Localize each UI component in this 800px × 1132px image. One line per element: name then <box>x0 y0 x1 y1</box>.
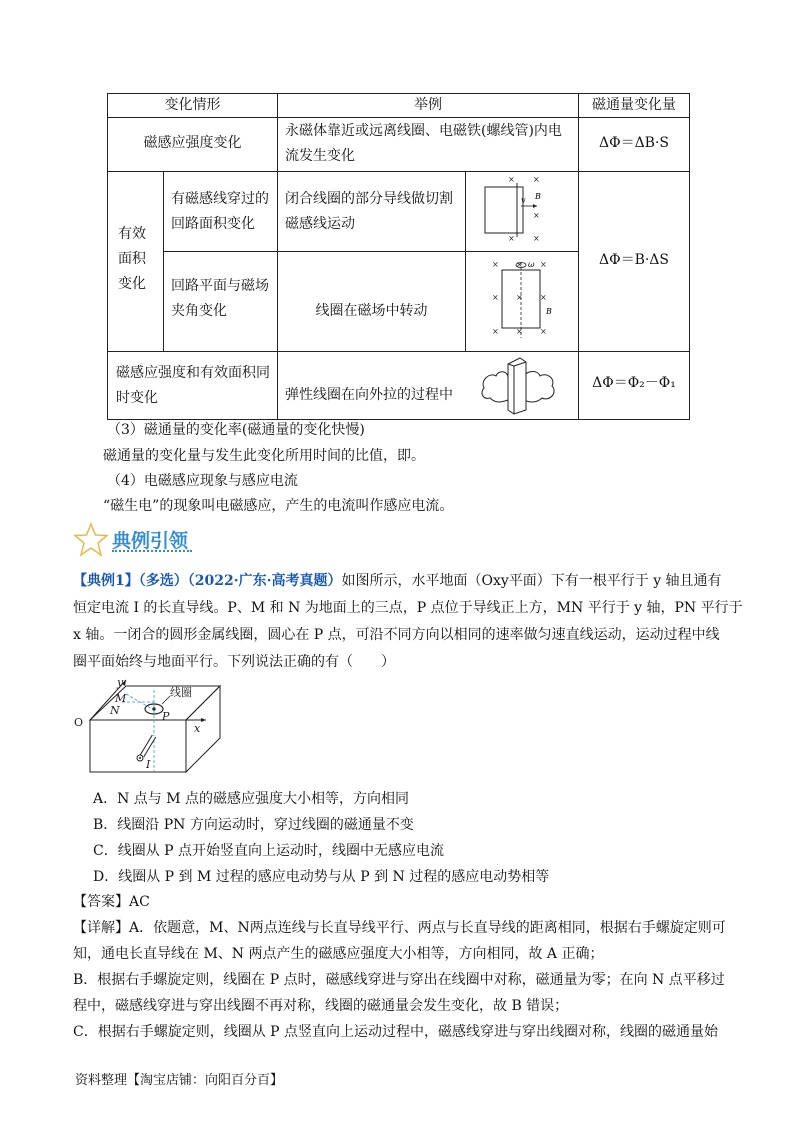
svg-text:线圈: 线圈 <box>170 686 192 699</box>
svg-text:×: × <box>540 260 547 269</box>
svg-text:×: × <box>533 211 540 220</box>
svg-text:×: × <box>533 234 540 243</box>
row3-delta: ΔΦ＝Φ₂－Φ₁ <box>592 375 676 391</box>
row2-sub2-case: 回路平面与磁场夹角变化 <box>171 278 269 319</box>
detail-line-2: 知，通电长直导线在 M、N 两点产生的磁感应强度大小相等，方向相同，故 A 正确； <box>73 946 604 962</box>
svg-text:×: × <box>508 175 515 184</box>
row1-case: 磁感应强度变化 <box>143 135 242 151</box>
svg-text:y: y <box>117 676 124 689</box>
row2-group: 有效面积变化 <box>118 226 146 292</box>
option-a: A．N 点与 M 点的磁感应强度大小相等，方向相同 <box>93 791 410 807</box>
svg-text:×: × <box>540 293 547 302</box>
svg-text:×: × <box>516 260 523 269</box>
section-title-underline <box>112 550 192 552</box>
row3-example: 弹性线圈在向外拉的过程中 <box>285 387 453 403</box>
svg-text:I: I <box>146 758 151 771</box>
row1-example: 永磁体靠近或远离线圈、电磁铁(螺线管)内电流发生变化 <box>285 123 562 164</box>
note-4-body: “磁生电”的现象叫电磁感应，产生的电流叫作感应电流。 <box>103 498 454 514</box>
note-3: （3）磁通量的变化率(磁通量的变化快慢) <box>107 422 365 438</box>
elastic-coil-figure <box>478 354 568 416</box>
example-multi: （多选） <box>138 573 188 589</box>
row2-delta: ΔΦ＝B·ΔS <box>598 252 670 268</box>
row1-delta: ΔΦ＝ΔB·S <box>598 135 670 151</box>
svg-text:×: × <box>492 260 499 269</box>
header-flux-change: 磁通量变化量 <box>592 97 676 113</box>
svg-text:B: B <box>546 307 552 316</box>
option-d: D．线圈从 P 到 M 过程的感应电动势与从 P 到 N 过程的感应电动势相等 <box>93 869 550 885</box>
detail-line-3: B．根据右手螺旋定则，线圈在 P 点时，磁感线穿进与穿出在线圈中对称，磁通量为零；在向 N 点平移过 <box>73 972 725 988</box>
detail-line-4: 程中，磁感线穿进与穿出线圈不再对称，线圈的磁通量会发生变化，故 B 错误； <box>73 998 569 1014</box>
example-tag: 【典例1】 <box>73 573 139 589</box>
svg-text:×: × <box>516 327 523 336</box>
svg-text:v: v <box>521 196 526 205</box>
detail-line-1: 【详解】A．依题意，M、N两点连线与长直导线平行、两点与长直导线的距离相同，根据右手螺旋定则可 <box>73 920 726 936</box>
svg-text:O: O <box>74 716 84 729</box>
example-line-1 <box>73 568 733 595</box>
svg-text:×: × <box>492 327 499 336</box>
row2-sub1-case: 有磁感线穿过的回路面积变化 <box>171 191 269 232</box>
wire-ground-figure <box>70 676 240 780</box>
header-example: 举例 <box>414 97 442 113</box>
row2-sub1-example: 闭合线圈的部分导线做切割磁感线运动 <box>285 191 453 232</box>
svg-text:M: M <box>115 692 127 705</box>
example-source: （2022·广东·高考真题） <box>187 573 342 589</box>
example-stem-2: 恒定电流 I 的长直导线。P、M 和 N 为地面上的三点，P 点位于导线正上方，MN 平行于 y 轴，PN 平行于 <box>73 600 743 616</box>
star-icon <box>73 522 109 558</box>
rotating-coil-figure <box>480 254 570 348</box>
row3-case: 磁感应强度和有效面积同时变化 <box>116 365 270 406</box>
svg-text:×: × <box>533 175 540 184</box>
example-stem-4: 圈平面始终与地面平行。下列说法正确的有（ ） <box>73 654 395 670</box>
option-b: B．线圈沿 PN 方向运动时，穿过线圈的磁通量不变 <box>93 817 414 833</box>
note-4: （4）电磁感应现象与感应电流 <box>107 473 298 489</box>
svg-text:×: × <box>516 293 523 302</box>
svg-text:ω: ω <box>528 260 535 269</box>
footer: 资料整理【淘宝店铺：向阳百分百】 <box>75 1073 284 1088</box>
svg-text:×: × <box>508 234 515 243</box>
example-stem-3: x 轴。一闭合的圆形金属线圈，圆心在 P 点，可沿不同方向以相同的速率做匀速直线运动，运动过程中线 <box>73 627 720 643</box>
section-title: 典例引领 <box>112 530 189 552</box>
header-change-case: 变化情形 <box>164 97 221 113</box>
svg-text:N: N <box>110 704 120 717</box>
svg-text:×: × <box>492 293 499 302</box>
svg-text:×: × <box>540 327 547 336</box>
example-stem-1: 如图所示，水平地面（Oxy平面）下有一根平行于 y 轴且通有 <box>341 573 722 589</box>
cutting-wire-figure <box>475 173 570 249</box>
detail-line-5: C．根据右手螺旋定则，线圈从 P 点竖直向上运动过程中，磁感线穿进与穿出线圈对称，线圈的磁通量始 <box>73 1024 719 1040</box>
svg-text:x: x <box>194 722 201 735</box>
svg-text:B: B <box>535 192 541 201</box>
answer: 【答案】AC <box>73 894 150 910</box>
note-3-body: 磁通量的变化量与发生此变化所用时间的比值，即。 <box>103 448 425 464</box>
option-c: C．线圈从 P 点开始竖直向上运动时，线圈中无感应电流 <box>93 843 445 859</box>
svg-text:P: P <box>162 710 170 723</box>
row2-sub2-example: 线圈在磁场中转动 <box>315 303 428 319</box>
